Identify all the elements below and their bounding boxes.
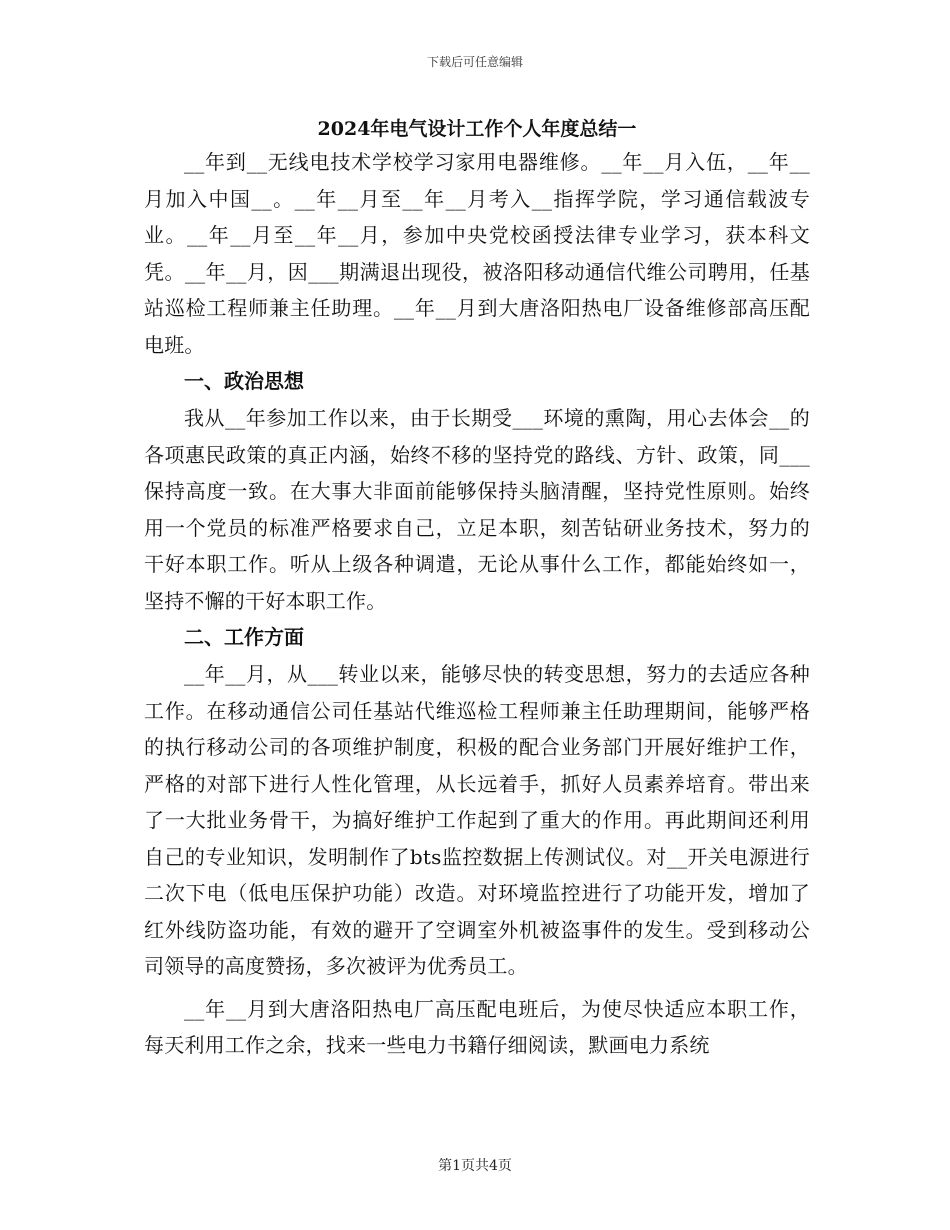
work-paragraph-2: __年__月到大唐洛阳热电厂高压配电班后，为使尽快适应本职工作，每天利用工作之余，找来一些电力书籍仔细阅读，默画电力系统 (144, 996, 810, 1057)
politics-paragraph: 我从__年参加工作以来，由于长期受___环境的熏陶，用心去体会__的各项惠民政策的真正内涵，始终不移的坚持党的路线、方针、政策，同___保持高度一致。在大事大非面前能够保持头脑清醒，坚持党性原则。始终用一个党员的标准严格要求自己，立足本职，刻苦钻研业务技术，努力的干好本职工作。听从上级各种调遣，无论从事什么工作，都能始终如一，坚持不懈的干好本职工作。 (144, 406, 810, 613)
work-paragraph-1: __年__月，从___转业以来，能够尽快的转变思想，努力的去适应各种工作。在移动通信公司任基站代维巡检工程师兼主任助理期间，能够严格的执行移动公司的各项维护制度，积极的配合业务部门开展好维护工作，严格的对部下进行人性化管理，从长远着手，抓好人员素养培育。带出来了一大批业务骨干，为搞好维护工作起到了重大的作用。再此期间还利用自己的专业知识，发明制作了bts监控数据上传测试仪。对__开关电源进行二次下电（低电压保护功能）改造。对环境监控进行了功能开发，增加了红外线防盗功能，有效的避开了空调室外机被盗事件的发生。受到移动公司领导的高度赞扬，多次被评为优秀员工。 (144, 662, 810, 978)
intro-paragraph: __年到__无线电技术学校学习家用电器维修。__年__月入伍，__年__月加入中国__。__年__月至__年__月考入__指挥学院，学习通信载波专业。__年__月至__年__月，参加中央党校函授法律专业学习，获本科文凭。__年__月，因___期满退出现役，被洛阳移动通信代维公司聘用，任基站巡检工程师兼主任助理。__年__月到大唐洛阳热电厂设备维修部高压配电班。 (144, 150, 810, 357)
document-body (144, 114, 810, 1064)
page-number: 第1页共4页 (438, 1158, 512, 1174)
section-heading-politics: 一、政治思想 (184, 369, 304, 393)
page-header-note: 下载后可任意编辑 (426, 55, 523, 69)
section-heading-work: 二、工作方面 (184, 625, 304, 649)
document-title: 2024年电气设计工作个人年度总结一 (317, 118, 637, 140)
